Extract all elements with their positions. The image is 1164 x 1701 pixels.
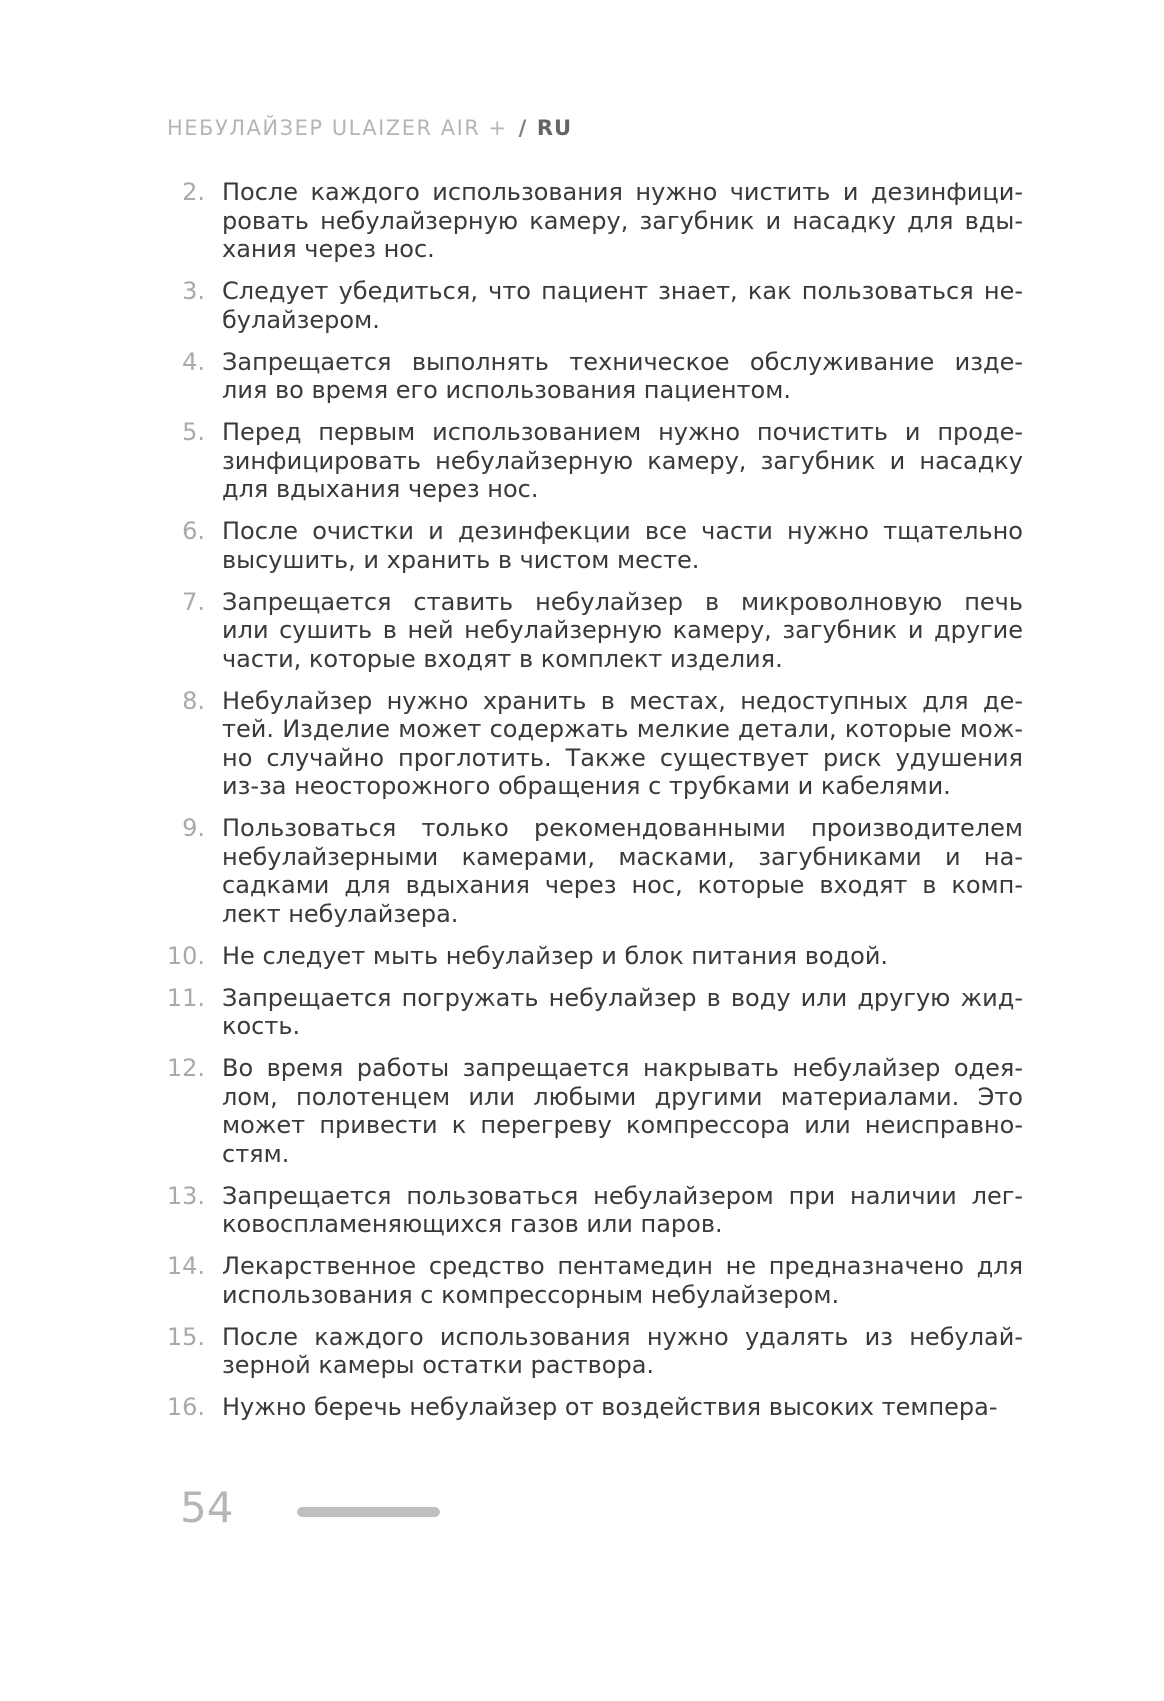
list-item-number: 16. [166,1393,205,1421]
list-item-number: 11. [166,983,205,1012]
list-item-number: 6. [182,517,205,545]
list-item [147,984,1027,1041]
list-item [147,814,1027,928]
list-item-text [222,1252,1023,1309]
list-item-text [222,588,1023,674]
list-item-line: После очистки и дезинфекции все части нужно тщательно [222,517,1023,545]
list-item [147,277,1027,334]
list-item [147,418,1027,504]
list-item-line: но случайно проглотить. Также существует риск удушения [222,743,1023,772]
list-item-line: тей. Изделие может содержать мелкие детали, которые мож- [222,715,1023,743]
list-item-text [222,418,1023,504]
list-item-number: 7. [182,587,205,616]
list-item-text [222,1323,1023,1380]
list-item-line: может привести к перегреву компрессора или неисправно- [222,1111,1023,1139]
list-item-line: лект небулайзера. [222,899,459,928]
list-item-number: 15. [166,1322,205,1351]
list-item [147,178,1027,264]
list-item [147,942,1027,971]
list-item-text [222,687,1023,801]
safety-instructions-list [147,178,1027,1435]
list-item-line: Следует убедиться, что пациент знает, как пользоваться не- [222,277,1023,305]
list-item-text [222,277,1023,334]
list-item-number: 10. [166,941,205,970]
list-item-line: из-за неосторожного обращения с трубками и кабелями. [222,772,951,800]
list-item-line: Запрещается пользоваться небулайзером при наличии лег- [222,1181,1023,1210]
list-item [147,1323,1027,1380]
list-item-line: хания через нос. [222,235,435,263]
list-item-number: 14. [166,1252,205,1280]
list-item-text [222,178,1023,264]
list-item [147,348,1027,405]
footer-divider-bar [297,1507,440,1517]
list-item [147,687,1027,801]
list-item-number: 12. [166,1054,205,1082]
page-number: 54 [180,1483,234,1532]
list-item-line: части, которые входят в комплект изделия. [222,644,783,673]
list-item-number: 3. [182,277,205,305]
list-item-line: Запрещается выполнять техническое обслуживание изде- [222,347,1023,376]
list-item-line: Перед первым использованием нужно почистить и проде- [222,418,1023,446]
list-item-line: булайзером. [222,305,380,334]
list-item [147,588,1027,674]
list-item [147,1182,1027,1239]
list-item-line: Не следует мыть небулайзер и блок питания водой. [222,941,889,970]
list-item-text [222,348,1023,405]
list-item-line: использования с компрессорным небулайзером. [222,1280,840,1309]
list-item-line: небулайзерными камерами, масками, загубниками и на- [222,842,1023,871]
list-item-line: После каждого использования нужно чистить и дезинфици- [222,178,1023,206]
list-item-number: 9. [182,814,205,842]
list-item-line: для вдыхания через нос. [222,475,539,503]
list-item-line: Нужно беречь небулайзер от воздействия высоких темпера- [222,1393,998,1421]
list-item [147,1054,1027,1168]
list-item-text [222,1182,1023,1239]
list-item-line: Запрещается ставить небулайзер в микроволновую печь [222,587,1023,616]
list-item-line: После каждого использования нужно удалять из небулай- [222,1322,1023,1351]
document-header [167,116,572,140]
list-item-line: Запрещается погружать небулайзер в воду или другую жид- [222,983,1023,1012]
list-item-line: лом, полотенцем или любыми другими материалами. Это [222,1082,1023,1111]
list-item-line: Небулайзер нужно хранить в местах, недоступных для де- [222,686,1023,715]
list-item-line: Лекарственное средство пентамедин не предназначено для [222,1252,1023,1280]
list-item-line: ковоспламеняющихся газов или паров. [222,1210,723,1238]
list-item-line: Пользоваться только рекомендованными производителем [222,814,1023,842]
list-item-line: зерной камеры остатки раствора. [222,1351,655,1379]
list-item-text [222,517,1023,574]
list-item-line: или сушить в ней небулайзерную камеру, загубник и другие [222,616,1023,644]
header-separator: / [518,116,528,140]
list-item-line: кость. [222,1012,301,1040]
list-item-number: 2. [182,178,205,206]
list-item-number: 13. [166,1181,205,1210]
list-item-number: 8. [182,686,205,715]
list-item-number: 4. [182,347,205,376]
list-item-line: лия во время его использования пациентом. [222,376,791,404]
list-item-line: садками для вдыхания через нос, которые входят в комп- [222,871,1023,899]
list-item-line: стям. [222,1139,290,1168]
list-item-text [222,1393,1023,1422]
list-item-text [222,942,1023,971]
list-item-text [222,1054,1023,1168]
list-item [147,517,1027,574]
list-item-line: зинфицировать небулайзерную камеру, загубник и насадку [222,446,1023,475]
list-item-line: ровать небулайзерную камеру, загубник и насадку для вды- [222,206,1023,235]
list-item [147,1393,1027,1422]
list-item-number: 5. [182,418,205,446]
list-item-text [222,814,1023,928]
language-badge: RU [536,116,573,140]
list-item-text [222,984,1023,1041]
list-item-line: Во время работы запрещается накрывать небулайзер одея- [222,1054,1023,1082]
list-item-line: высушить, и хранить в чистом месте. [222,545,700,574]
list-item [147,1252,1027,1309]
document-title: НЕБУЛАЙЗЕР ULAIZER AIR + [167,116,508,140]
